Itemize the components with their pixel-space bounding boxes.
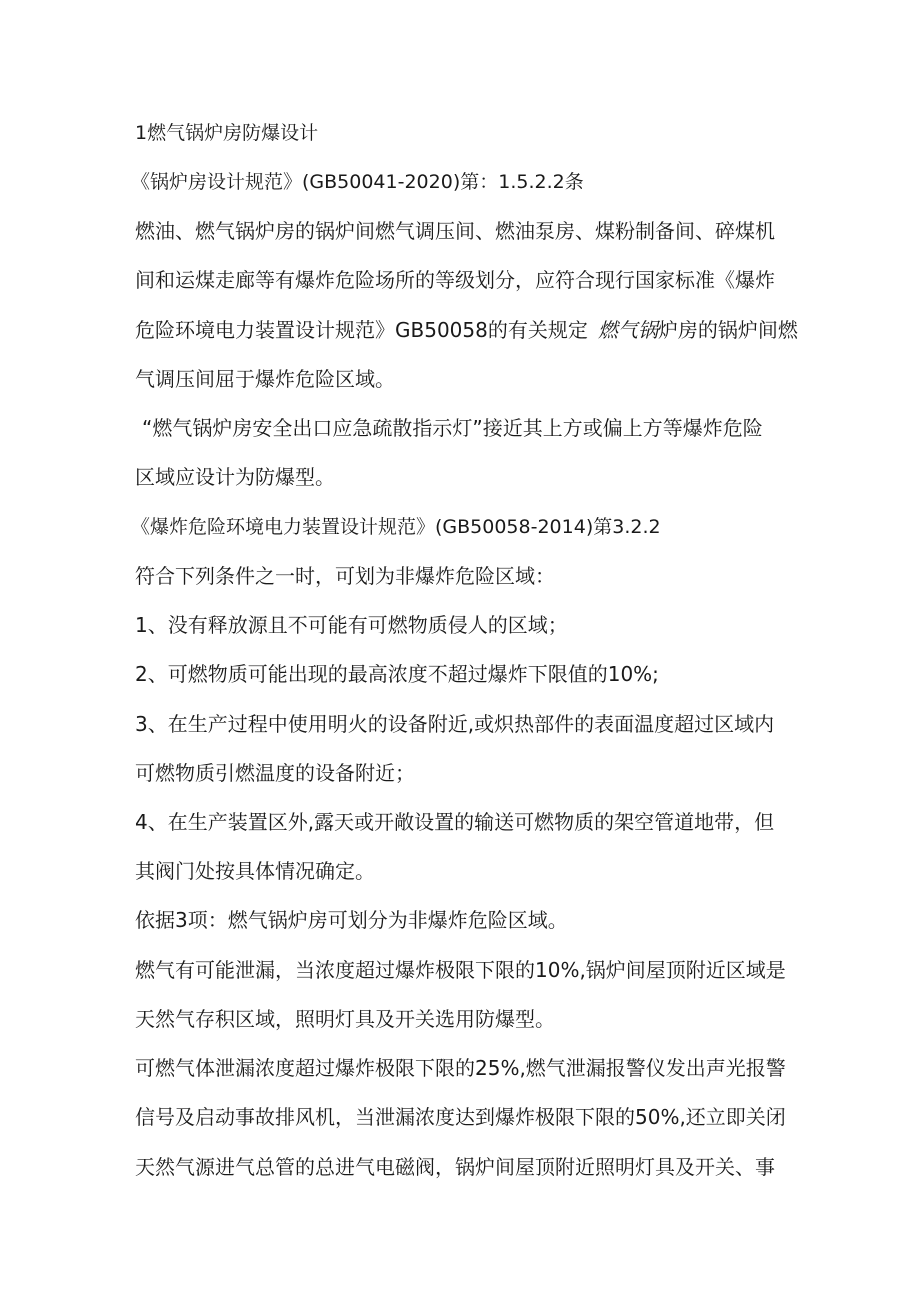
paragraph-1-line-3 xyxy=(135,315,798,345)
list-item-3-line-2: 可燃物质引燃温度的设备附近； xyxy=(135,761,415,785)
list-item-4-line-1: 4、在生产装置区外,露天或开敞设置的输送可燃物质的架空管道地带，但 xyxy=(135,810,775,834)
paragraph-1-line-4: 气调压间屈于爆炸危险区域。 xyxy=(135,367,395,391)
paragraph-3-line-1: 燃气有可能泄漏，当浓度超过爆炸极限下限的10%,锅炉间屋顶附近区域是 xyxy=(135,958,786,982)
basis-statement: 依据3项：燃气锅炉房可划分为非爆炸危险区域。 xyxy=(135,908,568,932)
paragraph-1-line-2: 间和运煤走廊等有爆炸危险场所的等级划分，应符合现行国家标准《爆炸 xyxy=(135,268,775,292)
paragraph-4-line-3: 天然气源进气总管的总进气电磁阀，锅炉间屋顶附近照明灯具及开关、事 xyxy=(135,1155,775,1179)
list-item-1: 1、没有释放源且不可能有可燃物质侵人的区域； xyxy=(135,613,568,637)
standard-reference-2: 《爆炸危险环境电力装置设计规范》(GB50058-2014)第3.2.2 xyxy=(131,516,661,538)
section-heading: 1燃气锅炉房防爆设计 xyxy=(135,122,319,144)
list-item-2: 2、可燃物质可能出现的最高浓度不超过爆炸下限值的10%; xyxy=(135,662,659,686)
paragraph-2-line-2: 区域应设计为防爆型。 xyxy=(135,465,335,489)
conditions-intro: 符合下列条件之一时，可划为非爆炸危险区域： xyxy=(135,564,555,588)
paragraph-1-line-1: 燃油、燃气锅炉房的锅炉间燃气调压间、燃油泵房、煤粉制备间、碎煤机 xyxy=(135,219,775,243)
standard-reference-1: 《锅炉房设计规范》(GB50041-2020)第：1.5.2.2条 xyxy=(131,171,584,193)
paragraph-1-line-3-text: 危险环境电力装置设计规范》GB50058的有关规定 xyxy=(135,318,588,342)
paragraph-4-line-1: 可燃气体泄漏浓度超过爆炸极限下限的25%,燃气泄漏报警仪发出声光报警 xyxy=(135,1056,786,1080)
list-item-4-line-2: 其阀门处按具体情况确定。 xyxy=(135,859,375,883)
paragraph-4-line-2: 信号及启动事故排风机，当泄漏浓度达到爆炸极限下限的50%,还立即关闭 xyxy=(135,1105,786,1129)
list-item-3-line-1: 3、在生产过程中使用明火的设备附近,或炽热部件的表面温度超过区域内 xyxy=(135,712,775,736)
paragraph-1-line-3-italic: 燃气锅 xyxy=(597,318,658,342)
paragraph-3-line-2: 天然气存积区域，照明灯具及开关选用防爆型。 xyxy=(135,1007,555,1031)
paragraph-1-line-3-rest: 炉房的锅炉间燃 xyxy=(657,318,798,342)
paragraph-2-line-1: “燃气锅炉房安全出口应急疏散指示灯”接近其上方或偏上方等爆炸危险 xyxy=(142,416,763,440)
